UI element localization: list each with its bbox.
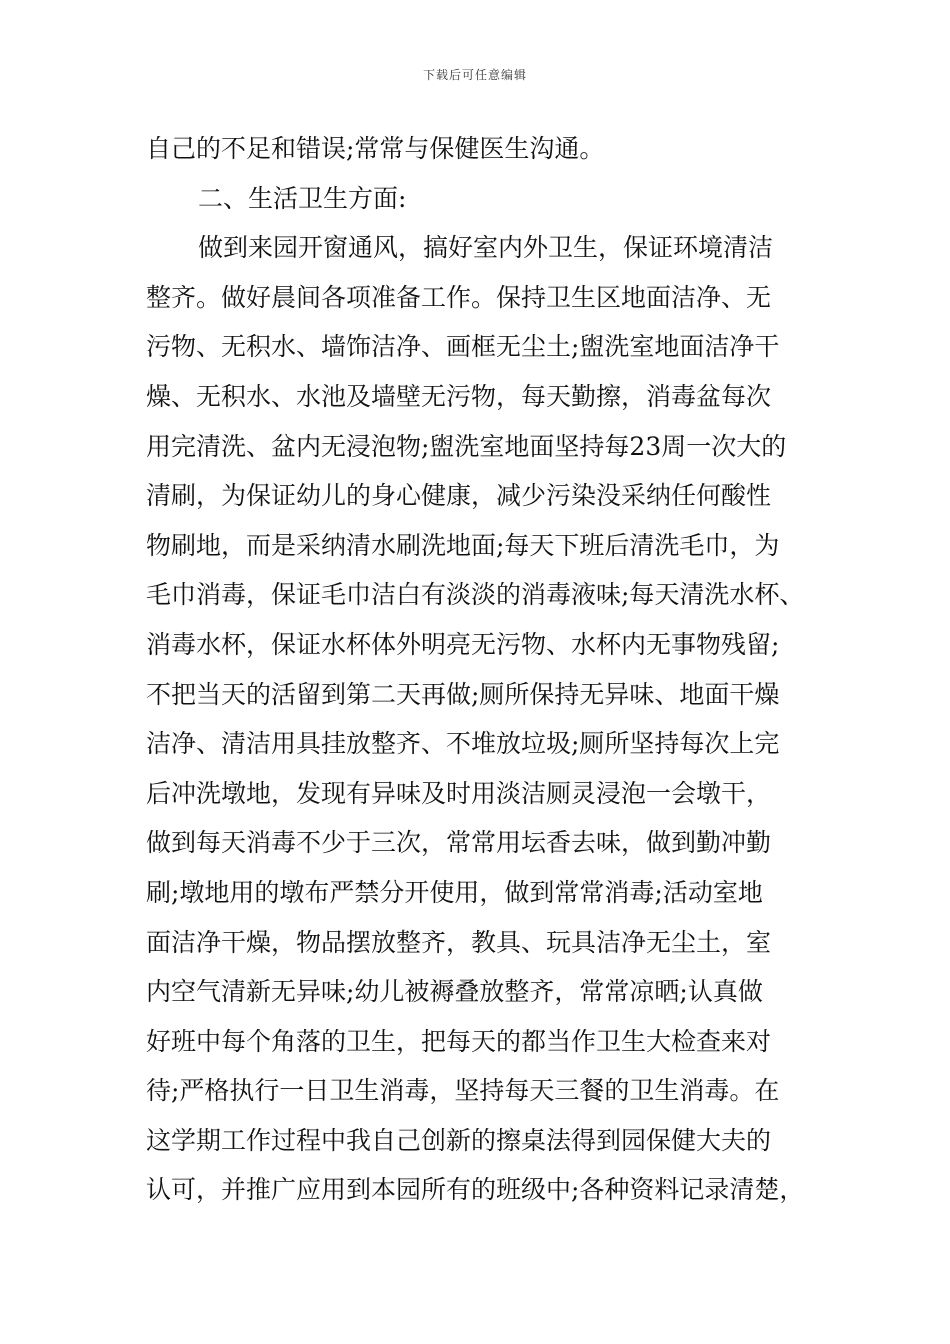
text-line: 待;严格执行一日卫生消毒，坚持每天三餐的卫生消毒。在 [146,1076,780,1106]
text-line: 洁净、清洁用具挂放整齐、不堆放垃圾;厕所坚持每次上完 [146,729,780,759]
text-line: 面洁净干燥，物品摆放整齐，教具、玩具洁净无尘土，室 [146,927,772,957]
text-line: 二、生活卫生方面: [198,183,407,213]
text-line: 清刷，为保证幼儿的身心健康，减少污染没采纳任何酸性 [146,481,772,511]
text-line: 后冲洗墩地，发现有异味及时用淡洁厕灵浸泡一会墩干， [146,778,772,808]
text-line: 物刷地，而是采纳清水刷洗地面;每天下班后清洗毛巾，为 [146,530,780,560]
page-header-note: 下载后可任意编辑 [422,68,527,82]
text-line: 这学期工作过程中我自己创新的擦桌法得到园保健大夫的 [146,1125,772,1155]
text-line: 不把当天的活留到第二天再做;厕所保持无异味、地面干燥 [146,679,780,709]
text-line: 好班中每个角落的卫生，把每天的都当作卫生大检查来对 [146,1026,772,1056]
text-line: 内空气清新无异味;幼儿被褥叠放整齐，常常凉晒;认真做 [146,977,763,1007]
text-line: 燥、无积水、水池及墙壁无污物，每天勤擦，消毒盆每次 [146,381,772,411]
text-line: 做到来园开窗通风，搞好室内外卫生，保证环境清洁 [198,233,774,263]
text-line: 做到每天消毒不少于三次，常常用坛香去味，做到勤冲勤 [146,828,772,858]
text-line: 刷;墩地用的墩布严禁分开使用，做到常常消毒;活动室地 [146,877,763,907]
document-body [146,124,826,1215]
text-line: 认可，并推广应用到本园所有的班级中;各种资料记录清楚， [146,1175,805,1205]
text-line: 毛巾消毒，保证毛巾洁白有淡淡的消毒液味;每天清洗水杯、 [146,580,805,610]
text-line: 整齐。做好晨间各项准备工作。保持卫生区地面洁净、无 [146,282,772,312]
text-line: 污物、无积水、墙饰洁净、画框无尘土;盥洗室地面洁净干 [146,332,780,362]
text-line: 消毒水杯，保证水杯体外明亮无污物、水杯内无事物残留; [146,629,780,659]
text-line: 用完清洗、盆内无浸泡物;盥洗室地面坚持每23周一次大的 [146,431,787,461]
text-line: 自己的不足和错误;常常与保健医生沟通。 [146,134,605,163]
